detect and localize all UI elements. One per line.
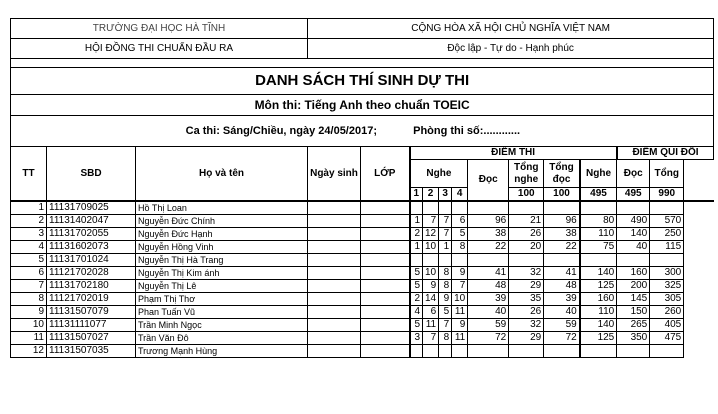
row-class <box>361 332 410 345</box>
row-total-reading: 96 <box>544 215 580 228</box>
row-total-reading: 39 <box>544 293 580 306</box>
row-part-1: 5 <box>410 319 423 332</box>
row-class <box>361 306 410 319</box>
row-conv-reading: 265 <box>617 319 650 332</box>
row-total-listening: 32 <box>509 267 544 280</box>
row-dob <box>308 241 361 254</box>
row-total-listening <box>509 201 544 215</box>
row-conv-listening <box>580 254 617 267</box>
row-sbd: 11131602073 <box>47 241 136 254</box>
row-reading: 39 <box>468 293 509 306</box>
row-conv-listening: 75 <box>580 241 617 254</box>
row-total-listening <box>509 254 544 267</box>
row-reading: 40 <box>468 306 509 319</box>
row-sbd: 11131701024 <box>47 254 136 267</box>
row-total-listening: 21 <box>509 215 544 228</box>
row-total-reading: 38 <box>544 228 580 241</box>
col-name: Họ và tên <box>136 147 308 202</box>
row-name: Phan Tuấn Vũ <box>136 306 308 319</box>
row-class <box>361 254 410 267</box>
row-name: Nguyễn Đức Chính <box>136 215 308 228</box>
col-reading: Đọc <box>468 160 509 202</box>
row-dob <box>308 267 361 280</box>
row-part-1: 4 <box>410 306 423 319</box>
row-sbd: 11131402047 <box>47 215 136 228</box>
row-tt: 10 <box>11 319 47 332</box>
row-part-3 <box>439 254 452 267</box>
row-name: Nguyễn Thị Lê <box>136 280 308 293</box>
row-part-2: 7 <box>423 215 439 228</box>
row-part-3: 5 <box>439 306 452 319</box>
row-conv-reading: 145 <box>617 293 650 306</box>
row-reading: 72 <box>468 332 509 345</box>
national-motto: Độc lập - Tự do - Hạnh phúc <box>308 39 714 59</box>
row-conv-total: 305 <box>650 293 684 306</box>
row-tt: 2 <box>11 215 47 228</box>
col-dob: Ngày sinh <box>308 147 361 202</box>
row-conv-reading: 160 <box>617 267 650 280</box>
row-part-2: 11 <box>423 319 439 332</box>
document-title: DANH SÁCH THÍ SINH DỰ THI <box>11 68 714 95</box>
row-reading: 41 <box>468 267 509 280</box>
row-name: Nguyễn Hồng Vinh <box>136 241 308 254</box>
row-total-listening: 20 <box>509 241 544 254</box>
row-name: Hồ Thị Loan <box>136 201 308 215</box>
row-part-3 <box>439 201 452 215</box>
row-part-3: 8 <box>439 267 452 280</box>
row-part-3: 8 <box>439 332 452 345</box>
row-reading: 22 <box>468 241 509 254</box>
row-tt: 11 <box>11 332 47 345</box>
row-total-listening: 29 <box>509 332 544 345</box>
row-part-3: 7 <box>439 228 452 241</box>
row-conv-reading <box>617 254 650 267</box>
row-part-4: 5 <box>452 228 468 241</box>
max-conv-listening: 495 <box>580 188 617 202</box>
row-sbd: 11131702180 <box>47 280 136 293</box>
row-part-3: 7 <box>439 215 452 228</box>
row-reading <box>468 345 509 358</box>
row-conv-listening: 80 <box>580 215 617 228</box>
row-total-listening: 26 <box>509 306 544 319</box>
row-class <box>361 215 410 228</box>
row-total-listening: 32 <box>509 319 544 332</box>
row-total-listening: 35 <box>509 293 544 306</box>
row-conv-listening: 125 <box>580 280 617 293</box>
row-tt: 12 <box>11 345 47 358</box>
row-conv-listening: 160 <box>580 293 617 306</box>
table-row <box>11 280 714 293</box>
row-part-2 <box>423 254 439 267</box>
row-total-reading: 40 <box>544 306 580 319</box>
row-part-2 <box>423 201 439 215</box>
row-part-2: 14 <box>423 293 439 306</box>
row-dob <box>308 306 361 319</box>
row-tt: 9 <box>11 306 47 319</box>
row-reading: 96 <box>468 215 509 228</box>
row-conv-listening <box>580 345 617 358</box>
max-conv-total: 990 <box>650 188 684 202</box>
exam-session: Ca thi: Sáng/Chiều, ngày 24/05/2017; <box>185 125 377 137</box>
row-part-2: 12 <box>423 228 439 241</box>
row-part-4: 8 <box>452 241 468 254</box>
row-dob <box>308 254 361 267</box>
row-dob <box>308 280 361 293</box>
row-part-3: 7 <box>439 319 452 332</box>
row-part-2: 7 <box>423 332 439 345</box>
row-part-4: 10 <box>452 293 468 306</box>
row-tt: 5 <box>11 254 47 267</box>
col-conv-listening: Nghe <box>580 160 617 188</box>
row-part-4: 11 <box>452 332 468 345</box>
school-name: TRƯỜNG ĐẠI HỌC HÀ TĨNH <box>11 19 308 39</box>
row-part-2: 9 <box>423 280 439 293</box>
row-conv-total: 260 <box>650 306 684 319</box>
row-part-2: 6 <box>423 306 439 319</box>
row-part-3 <box>439 345 452 358</box>
col-conv-reading: Đọc <box>617 160 650 188</box>
row-total-reading: 59 <box>544 319 580 332</box>
row-name: Trần Văn Đô <box>136 332 308 345</box>
row-conv-total: 570 <box>650 215 684 228</box>
row-dob <box>308 228 361 241</box>
col-class: LỚP <box>361 147 410 202</box>
row-class <box>361 201 410 215</box>
row-total-reading: 48 <box>544 280 580 293</box>
row-sbd: 11131111077 <box>47 319 136 332</box>
row-part-4 <box>452 345 468 358</box>
row-conv-reading <box>617 345 650 358</box>
col-conv-total: Tổng <box>650 160 684 188</box>
row-part-2: 10 <box>423 267 439 280</box>
subject-line: Môn thi: Tiếng Anh theo chuẩn TOEIC <box>11 95 714 116</box>
row-class <box>361 345 410 358</box>
col-part-2: 2 <box>423 188 439 202</box>
row-part-1 <box>410 345 423 358</box>
row-dob <box>308 293 361 306</box>
row-conv-total <box>650 254 684 267</box>
row-total-reading <box>544 201 580 215</box>
row-part-4: 6 <box>452 215 468 228</box>
row-conv-listening: 110 <box>580 228 617 241</box>
row-conv-reading: 40 <box>617 241 650 254</box>
row-tt: 4 <box>11 241 47 254</box>
row-total-reading <box>544 345 580 358</box>
row-class <box>361 228 410 241</box>
max-conv-reading: 495 <box>617 188 650 202</box>
table-row <box>11 293 714 306</box>
row-part-1: 3 <box>410 332 423 345</box>
col-total-reading: Tổng đọc <box>544 160 580 188</box>
row-sbd: 11131507079 <box>47 306 136 319</box>
row-name: Trương Mạnh Hùng <box>136 345 308 358</box>
row-total-listening <box>509 345 544 358</box>
row-sbd: 11131709025 <box>47 201 136 215</box>
row-part-1 <box>410 201 423 215</box>
row-part-3: 1 <box>439 241 452 254</box>
col-converted: ĐIỂM QUI ĐỔI <box>617 147 714 160</box>
row-part-1: 1 <box>410 241 423 254</box>
row-conv-total: 300 <box>650 267 684 280</box>
table-row <box>11 201 714 215</box>
table-row <box>11 267 714 280</box>
row-part-3: 9 <box>439 293 452 306</box>
row-total-reading: 41 <box>544 267 580 280</box>
row-part-4: 9 <box>452 319 468 332</box>
spacer-row <box>11 59 714 68</box>
row-conv-reading: 150 <box>617 306 650 319</box>
row-part-1: 2 <box>410 228 423 241</box>
row-part-1 <box>410 254 423 267</box>
row-part-4 <box>452 254 468 267</box>
table-row <box>11 345 714 358</box>
col-part-1: 1 <box>410 188 423 202</box>
row-total-reading <box>544 254 580 267</box>
row-class <box>361 280 410 293</box>
row-conv-listening: 125 <box>580 332 617 345</box>
col-part-4: 4 <box>452 188 468 202</box>
row-part-1: 1 <box>410 215 423 228</box>
row-part-2 <box>423 345 439 358</box>
row-conv-total: 405 <box>650 319 684 332</box>
row-dob <box>308 319 361 332</box>
table-row <box>11 254 714 267</box>
row-class <box>361 293 410 306</box>
row-conv-total: 325 <box>650 280 684 293</box>
col-exam-scores: ĐIỂM THI <box>410 147 617 160</box>
row-total-listening: 26 <box>509 228 544 241</box>
row-conv-listening: 140 <box>580 267 617 280</box>
row-conv-total: 115 <box>650 241 684 254</box>
row-dob <box>308 345 361 358</box>
session-line <box>11 116 714 147</box>
col-part-3: 3 <box>439 188 452 202</box>
col-listening: Nghe <box>410 160 468 188</box>
row-name: Trần Minh Ngọc <box>136 319 308 332</box>
row-total-listening: 29 <box>509 280 544 293</box>
row-tt: 3 <box>11 228 47 241</box>
row-total-reading: 72 <box>544 332 580 345</box>
row-part-3: 8 <box>439 280 452 293</box>
row-part-4: 7 <box>452 280 468 293</box>
row-name: Nguyễn Đức Hạnh <box>136 228 308 241</box>
row-conv-listening <box>580 201 617 215</box>
candidate-table <box>10 18 714 358</box>
candidate-rows <box>11 201 714 358</box>
row-dob <box>308 332 361 345</box>
row-conv-reading <box>617 201 650 215</box>
table-row <box>11 228 714 241</box>
row-sbd: 11131702055 <box>47 228 136 241</box>
row-part-2: 10 <box>423 241 439 254</box>
row-class <box>361 319 410 332</box>
row-dob <box>308 201 361 215</box>
row-part-1: 5 <box>410 280 423 293</box>
row-part-4 <box>452 201 468 215</box>
row-tt: 1 <box>11 201 47 215</box>
row-name: Nguyễn Thị Hà Trang <box>136 254 308 267</box>
table-row <box>11 215 714 228</box>
row-tt: 7 <box>11 280 47 293</box>
row-conv-reading: 200 <box>617 280 650 293</box>
row-reading <box>468 201 509 215</box>
row-class <box>361 267 410 280</box>
col-tt: TT <box>11 147 47 202</box>
row-sbd: 11121702028 <box>47 267 136 280</box>
row-conv-reading: 490 <box>617 215 650 228</box>
row-conv-listening: 110 <box>580 306 617 319</box>
republic-name: CỘNG HÒA XÃ HỘI CHỦ NGHĨA VIỆT NAM <box>308 19 714 39</box>
row-sbd: 11131507035 <box>47 345 136 358</box>
max-total-reading: 100 <box>544 188 580 202</box>
table-row <box>11 319 714 332</box>
row-name: Phạm Thị Thơ <box>136 293 308 306</box>
table-row <box>11 306 714 319</box>
row-reading <box>468 254 509 267</box>
row-part-1: 5 <box>410 267 423 280</box>
row-sbd: 11131507027 <box>47 332 136 345</box>
row-conv-total: 475 <box>650 332 684 345</box>
row-part-1: 2 <box>410 293 423 306</box>
council-name: HỘI ĐỒNG THI CHUẨN ĐẦU RA <box>11 39 308 59</box>
row-conv-listening: 140 <box>580 319 617 332</box>
table-row <box>11 332 714 345</box>
row-conv-reading: 140 <box>617 228 650 241</box>
row-conv-total <box>650 201 684 215</box>
col-total-listening: Tổng nghe <box>509 160 544 188</box>
row-dob <box>308 215 361 228</box>
table-row <box>11 241 714 254</box>
max-total-listening: 100 <box>509 188 544 202</box>
row-tt: 6 <box>11 267 47 280</box>
row-reading: 38 <box>468 228 509 241</box>
row-part-4: 9 <box>452 267 468 280</box>
row-conv-total: 250 <box>650 228 684 241</box>
row-conv-reading: 350 <box>617 332 650 345</box>
exam-room: Phòng thi số:............ <box>413 125 521 137</box>
row-total-reading: 22 <box>544 241 580 254</box>
row-part-4: 11 <box>452 306 468 319</box>
row-class <box>361 241 410 254</box>
row-tt: 8 <box>11 293 47 306</box>
row-sbd: 11121702019 <box>47 293 136 306</box>
row-name: Nguyễn Thị Kim ánh <box>136 267 308 280</box>
row-reading: 59 <box>468 319 509 332</box>
col-sbd: SBD <box>47 147 136 202</box>
row-conv-total <box>650 345 684 358</box>
row-reading: 48 <box>468 280 509 293</box>
